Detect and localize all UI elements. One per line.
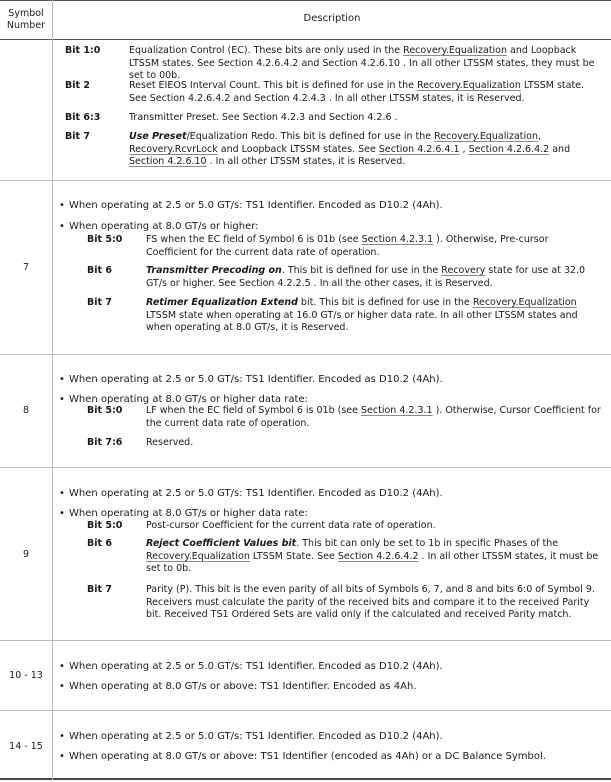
description-text: /Equalization Redo. This bit is defined for use in the: [186, 131, 435, 142]
symbol-number: 8: [22, 405, 30, 416]
bit-label: Bit 7:6: [87, 437, 123, 448]
description-text: bit. This bit is defined for use in the: [297, 297, 473, 308]
description-text: . This bit is defined for use in the: [281, 265, 442, 276]
description-text: Reserved.: [146, 437, 194, 448]
bullet-item: • When operating at 8.0 GT/s or higher:: [69, 221, 599, 234]
bit-label: Bit 6:3: [65, 112, 101, 123]
description-text: LTSSM State. See: [249, 550, 338, 562]
description-text: ,: [459, 143, 469, 155]
bit-label: Bit 5:0: [87, 520, 123, 531]
cross-reference-link[interactable]: Section 4.2.6.4.2: [337, 550, 419, 562]
bit-description: [129, 45, 604, 83]
cross-reference-link[interactable]: Section 4.2.6.4.1: [378, 143, 460, 155]
cross-reference-link[interactable]: Recovery.Equalization: [434, 131, 538, 142]
cross-reference-link[interactable]: Section 4.2.3.1: [361, 234, 434, 245]
bit-description: [146, 405, 601, 430]
bullet-item: • When operating at 8.0 GT/s or above: TS1 Identifier. Encoded as 4Ah.: [69, 681, 599, 694]
bit-description: [146, 265, 601, 290]
cross-reference-link[interactable]: Recovery.Equalization: [472, 297, 577, 308]
bit-description: [129, 80, 604, 105]
bit-label: Bit 5:0: [87, 405, 123, 416]
header-description: Description: [303, 13, 361, 24]
bit-description: [129, 112, 604, 125]
symbol-number: 14 - 15: [9, 741, 43, 752]
bit-description: [146, 584, 601, 622]
bit-description: [129, 131, 604, 169]
cross-reference-link[interactable]: Recovery.Equalization: [403, 45, 508, 56]
bit-label: Bit 7: [65, 131, 90, 142]
cross-reference-link[interactable]: Recovery: [441, 265, 486, 276]
cross-reference-link[interactable]: Recovery.Equalization: [416, 80, 521, 91]
description-text: and: [549, 143, 571, 155]
field-name-emphasis: Use Preset: [129, 131, 187, 142]
bullet-item: • When operating at 8.0 GT/s or higher data rate:: [69, 394, 599, 407]
bullet-item: • When operating at 2.5 or 5.0 GT/s: TS1 Identifier. Encoded as D10.2 (4Ah).: [69, 731, 599, 744]
description-text: Equalization Control (EC). These bits are only used in the: [129, 45, 404, 56]
description-text: state for use at 32.0 GT/s or higher. See Section 4.2.2.5 . In all the other cases, it is Reserved.: [146, 265, 586, 289]
cross-reference-link[interactable]: Section 4.2.3.1: [361, 405, 433, 416]
description-text: ). Otherwise, Cursor Coefficient for the current data rate of operation.: [146, 405, 601, 429]
table-top-border: [0, 0, 611, 1]
field-name-emphasis: Transmitter Precoding on: [146, 265, 282, 276]
row-divider: [0, 354, 611, 355]
bullet-item: • When operating at 2.5 or 5.0 GT/s: TS1 Identifier. Encoded as D10.2 (4Ah).: [69, 661, 599, 674]
description-text: . In all other LTSSM states, it is Reserved.: [206, 156, 406, 167]
description-text: and Loopback LTSSM states. See: [217, 143, 379, 155]
bit-description: [146, 520, 601, 533]
row-divider: [0, 710, 611, 711]
field-name-emphasis: Reject Coefficient Values bit: [146, 538, 297, 549]
symbol-number: 9: [22, 549, 30, 560]
row-divider: [0, 467, 611, 468]
table-bottom-border: [0, 778, 611, 780]
cross-reference-link[interactable]: Section 4.2.6.10: [129, 156, 207, 167]
description-text: LTSSM state when operating at 16.0 GT/s or higher data rate. In all other LTSSM states and when operating at 8.0 GT/s, it is Reserved.: [146, 309, 578, 333]
description-text: Reset EIEOS Interval Count. This bit is defined for use in the: [129, 80, 417, 91]
bit-label: Bit 6: [87, 265, 112, 276]
description-text: Post-cursor Coefficient for the current data rate of operation.: [146, 520, 436, 531]
description-text: . This bit can only be set to 1b in specific Phases of the: [296, 538, 559, 549]
bit-description: [146, 234, 601, 259]
bit-label: Bit 5:0: [87, 234, 123, 245]
description-text: Transmitter Preset. See Section 4.2.3 and Section 4.2.6 .: [129, 112, 398, 123]
field-name-emphasis: Retimer Equalization Extend: [146, 297, 298, 308]
description-text: . In all other LTSSM states, it must be set to 0b.: [146, 550, 599, 574]
description-text: FS when the EC field of Symbol 6 is 01b (see: [146, 234, 362, 245]
bullet-item: • When operating at 2.5 or 5.0 GT/s: TS1 Identifier. Encoded as D10.2 (4Ah).: [69, 488, 599, 501]
bullet-item: • When operating at 2.5 or 5.0 GT/s: TS1 Identifier. Encoded as D10.2 (4Ah).: [69, 200, 599, 213]
header-symbol-number: Symbol Number: [6, 8, 46, 31]
bit-label: Bit 7: [87, 297, 112, 308]
bit-label: Bit 7: [87, 584, 112, 595]
bullet-item: • When operating at 8.0 GT/s or above: TS1 Identifier (encoded as 4Ah) or a DC Balance Symbol.: [69, 751, 599, 764]
bullet-item: • When operating at 8.0 GT/s or higher data rate:: [69, 508, 599, 521]
description-text: Parity (P). This bit is the even parity of all bits of Symbols 6, 7, and 8 and bits 6:0 of Symbol 9. Receivers must calculate the parity of the received bits and compare it to the received Parity bit. Received TS1 Ordered Sets are valid only if the calculated and received Parity match.: [146, 584, 595, 620]
cross-reference-link[interactable]: Recovery.RcvrLock: [129, 143, 218, 155]
symbol-number: 10 - 13: [9, 670, 43, 681]
symbol-number: 7: [22, 262, 30, 273]
bit-description: [146, 437, 601, 450]
bit-label: Bit 6: [87, 538, 112, 549]
row-divider: [0, 640, 611, 641]
column-divider: [52, 0, 53, 780]
bit-label: Bit 2: [65, 80, 90, 91]
cross-reference-link[interactable]: Section 4.2.6.4.2: [468, 143, 550, 155]
description-text: LF when the EC field of Symbol 6 is 01b (see: [146, 405, 361, 416]
bit-description: [146, 538, 601, 576]
description-text: and Loopback LTSSM states. See Section 4.2.6.4.2 and Section 4.2.6.10 . In all other LTSSM states, they must be set to 00b.: [129, 45, 595, 81]
cross-reference-link[interactable]: Recovery.Equalization: [146, 550, 250, 562]
bullet-item: • When operating at 2.5 or 5.0 GT/s: TS1 Identifier. Encoded as D10.2 (4Ah).: [69, 374, 599, 387]
row-divider: [0, 180, 611, 181]
description-text: ). Otherwise, Pre-cursor Coefficient for the current data rate of operation.: [146, 234, 549, 258]
bit-description: [146, 297, 601, 335]
description-text: ,: [538, 131, 542, 142]
header-divider: [0, 39, 611, 40]
description-text: LTSSM state. See Section 4.2.6.4.2 and Section 4.2.4.3 . In all other LTSSM states, it is Reserved.: [129, 80, 585, 104]
bit-label: Bit 1:0: [65, 45, 101, 56]
